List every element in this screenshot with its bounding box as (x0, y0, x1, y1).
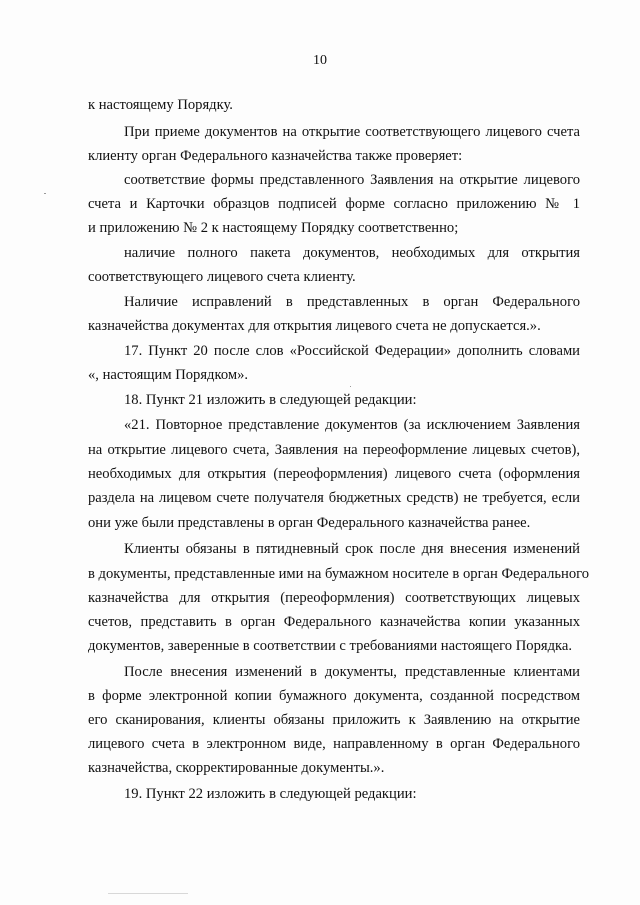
text-line: казначейства, скорректированные документы.». (88, 760, 385, 776)
text-line: и приложению № 2 к настоящему Порядку соответственно; (88, 220, 459, 236)
text-line: 18. Пункт 21 изложить в следующей редакции: (124, 392, 417, 408)
text-line: 17. Пункт 20 после слов «Российской Федерации» дополнить словами (124, 343, 580, 359)
text-line: наличие полного пакета документов, необходимых для открытия (124, 245, 580, 261)
text-line: После внесения изменений в документы, представленные клиентами (124, 664, 580, 680)
text-line: лицевого счета в электронном виде, направленному в орган Федерального (88, 736, 580, 752)
scan-edge-mark (108, 893, 188, 894)
text-line: 19. Пункт 22 изложить в следующей редакции: (124, 786, 417, 802)
text-line: «21. Повторное представление документов (за исключением Заявления (124, 417, 580, 433)
text-line: документов, заверенные в соответствии с требованиями настоящего Порядка. (88, 638, 573, 654)
text-line: в документы, представленные ими на бумажном носителе в орган Федерального (88, 566, 590, 582)
text-line: казначейства документах для открытия лицевого счета не допускается.». (88, 318, 541, 334)
text-line: его сканирования, клиенты обязаны приложить к Заявлению на открытие (88, 712, 580, 728)
text-line: Клиенты обязаны в пятидневный срок после дня внесения изменений (124, 541, 580, 557)
text-line: При приеме документов на открытие соответствующего лицевого счета (124, 124, 580, 140)
text-line: Наличие исправлений в представленных в орган Федерального (124, 294, 580, 310)
text-line: раздела на лицевом счете получателя бюджетных средств) не требуется, если (88, 490, 580, 506)
text-line: они уже были представлены в орган Федерального казначейства ранее. (88, 515, 531, 531)
scan-speck (44, 193, 46, 194)
text-line: на открытие лицевого счета, Заявления на переоформление лицевых счетов), (88, 442, 580, 458)
text-line: казначейства для открытия (переоформления) соответствующих лицевых (88, 590, 580, 606)
scan-speck (350, 386, 351, 387)
text-line: счетов, представить в орган Федерального казначейства копии указанных (88, 614, 580, 630)
text-line: счета и Карточки образцов подписей форме согласно приложению № 1 (88, 196, 580, 212)
text-line: «, настоящим Порядком». (88, 367, 249, 383)
page-number: 10 (313, 53, 327, 68)
text-line: соответствующего лицевого счета клиенту. (88, 269, 356, 285)
text-line: необходимых для открытия (переоформления) лицевого счета (оформления (88, 466, 580, 482)
text-line: в форме электронной копии бумажного документа, созданной посредством (88, 688, 580, 704)
text-line: клиенту орган Федерального казначейства также проверяет: (88, 148, 463, 164)
text-line: к настоящему Порядку. (88, 97, 233, 113)
text-line: соответствие формы представленного Заявления на открытие лицевого (124, 172, 580, 188)
